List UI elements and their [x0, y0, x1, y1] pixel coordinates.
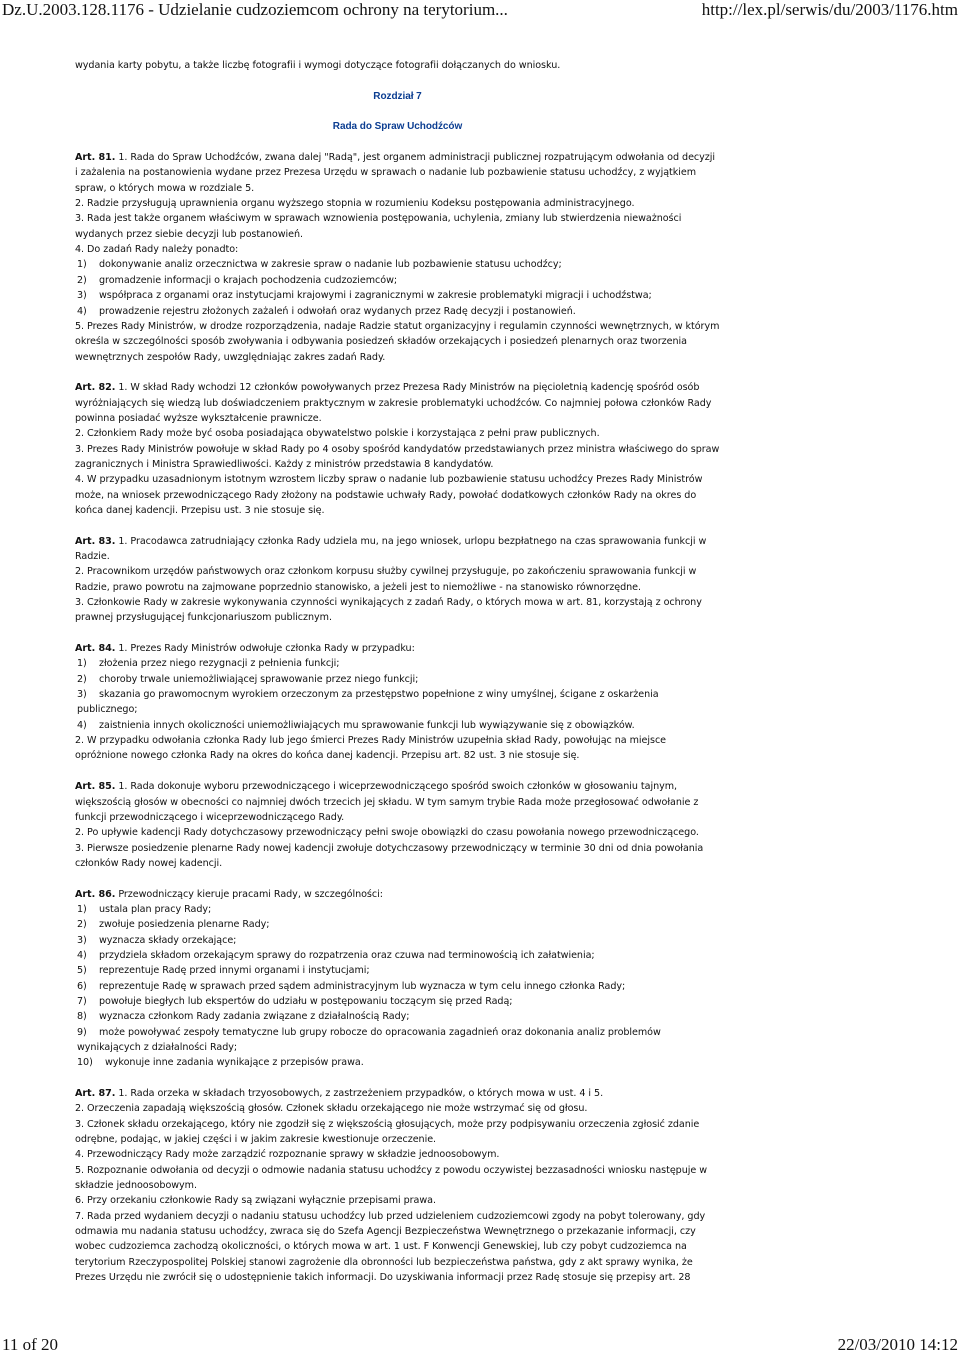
article-83-p1-text: 1. Pracodawca zatrudniający członka Rady udziela mu, na jego wniosek, urlopu bezpłatnego na czas sprawowania funkcji w Radzie.: [75, 535, 707, 562]
article-87-p2: 2. Orzeczenia zapadają większością głosów. Członek składu orzekającego nie może wstrzymać się od głosu.: [75, 1103, 588, 1115]
page-counter: 11 of 20: [2, 1335, 59, 1354]
article-82-p1: [75, 380, 720, 426]
article-82-p1-text: 1. W skład Rady wchodzi 12 członków powoływanych przez Prezesa Rady Ministrów na pięcioletnią kadencję spośród osób wyróżniających się wiedzą lub doświadczeniem praktycznym w zakresie problematyki uchodźców. Co najmniej połowa członków Rady powinna posiadać wyższe wykształcenie prawnicze.: [75, 382, 712, 424]
article-81-p2: 2. Radzie przysługują uprawnienia organu wyższego stopnia w rozumieniu Kodeksu postępowania administracyjnego.: [75, 198, 635, 210]
article-84-p2: 2. W przypadku odwołania członka Rady lub jego śmierci Prezes Rady Ministrów uzupełnia skład Rady, powołując na miejsce opróżnione nowego członka Rady na okres do końca danej kadencji. Przepisu art. 82 ust. 3 nie stosuje się.: [75, 735, 667, 762]
list-item: 2) gromadzenie informacji o krajach pochodzenia cudzoziemców;: [77, 274, 398, 286]
document-body: [75, 58, 720, 1286]
list-item: 3) wyznacza składy orzekające;: [77, 934, 237, 946]
article-85-p3: 3. Pierwsze posiedzenie plenarne Rady nowej kadencji zwołuje dotychczasowy przewodniczący w terminie 30 dni od dnia powołania członków Rady nowej kadencji.: [75, 842, 704, 869]
list-item: 1) złożenia przez niego rezygnacji z pełnienia funkcji;: [77, 658, 340, 670]
page-footer: [0, 1335, 960, 1357]
article-85-p1-text: 1. Rada dokonuje wyboru przewodniczącego i wiceprzewodniczącego spośród swoich członków w głosowaniu tajnym, większością głosów w obecności co najmniej dwóch trzecich jej składu. W tym samym trybie Rada może przegłosować odwołanie z funkcji przewodniczącego i wiceprzewodniczącego Rady.: [75, 781, 699, 823]
list-item: 2) zwołuje posiedzenia plenarne Rady;: [77, 919, 270, 931]
article-82-p3: 3. Prezes Rady Ministrów powołuje w skład Rady po 4 osoby spośród kandydatów przedstawianych przez ministra właściwego do spraw zagranicznych i Ministra Sprawiedliwości. Każdy z ministrów przedstawia 8 kandydatów.: [75, 443, 720, 470]
list-item: 7) powołuje biegłych lub ekspertów do udziału w postępowaniu toczącym się przed Radą;: [77, 995, 513, 1007]
article-83-p1: [75, 534, 720, 565]
article-82-heading: Art. 82.: [75, 382, 116, 394]
document-url[interactable]: http://lex.pl/serwis/du/2003/1176.htm: [701, 0, 958, 19]
list-item: 4) przydziela składom orzekającym sprawy do rozpatrzenia oraz czuwa nad terminowością ich załatwienia;: [77, 949, 595, 961]
list-item: 3) skazania go prawomocnym wyrokiem orzeczonym za przestępstwo popełnione z winy umyślnej, ścigane z oskarżenia publicznego;: [77, 689, 659, 716]
article-81-heading: Art. 81.: [75, 152, 116, 164]
article-87-p4: 4. Przewodniczący Rady może zarządzić rozpoznanie sprawy w składzie jednoosobowym.: [75, 1149, 500, 1161]
list-item: 6) reprezentuje Radę w sprawach przed sądem administracyjnym lub wyznacza w tym celu innego członka Rady;: [77, 980, 626, 992]
article-87-heading: Art. 87.: [75, 1088, 116, 1100]
print-datetime: 22/03/2010 14:12: [837, 1335, 958, 1354]
intro-text: wydania karty pobytu, a także liczbę fotografii i wymogi dotyczące fotografii dołączanych do wniosku.: [75, 60, 561, 71]
chapter-title: Rada do Spraw Uchodźców: [332, 121, 463, 133]
article-84-heading: Art. 84.: [75, 643, 116, 655]
article-83-heading: Art. 83.: [75, 535, 116, 547]
article-84-p1-text: 1. Prezes Rady Ministrów odwołuje członka Rady w przypadku:: [115, 643, 415, 655]
article-81-p4: 4. Do zadań Rady należy ponadto:: [75, 244, 239, 256]
list-item: 2) choroby trwale uniemożliwiającej sprawowanie przez niego funkcji;: [77, 673, 419, 685]
article-83-p2: 2. Pracownikom urzędów państwowych oraz członkom korpusu służby cywilnej przysługuje, po zakończeniu sprawowania funkcji w Radzie, prawo powrotu na zajmowane poprzednio stanowisko, a jeżeli jest to niemożliwe - na stanowisko równorzędne.: [75, 566, 697, 593]
document-title: Dz.U.2003.128.1176 - Udzielanie cudzoziemcom ochrony na terytorium...: [2, 0, 508, 19]
article-87-p7: 7. Rada przed wydaniem decyzji o nadaniu statusu uchodźcy lub przed udzieleniem cudzoziemcowi zgody na pobyt tolerowany, gdy odmawia mu nadania statusu uchodźcy, zwraca się do Szefa Agencji Bezpieczeństwa Wewnętrznego o przekazanie informacji, czy wobec cudzoziemca zachodzą okoliczności, o których mowa w art. 1 ust. F Konwencji Genewskiej, lub czy pobyt cudzoziemca na terytorium Rzeczypospolitej Polskiej stanowi zagrożenie dla obronności lub bezpieczeństwa państwa, gdy z akt sprawy wynika, że Prezes Urzędu nie zwrócił się o udostępnienie takich informacji. Do uzyskiwania informacji przez Radę stosuje się przepisy art. 28: [75, 1210, 706, 1284]
article-81-p5: 5. Prezes Rady Ministrów, w drodze rozporządzenia, nadaje Radzie statut organizacyjny i regulamin czynności wewnętrznych, w którym określa w szczególności sposób zwoływania i odbywania posiedzeń składów orzekających i posiedzeń plenarnych oraz tworzenia wewnętrznych zespołów Rady, uwzględniając zakres zadań Rady.: [75, 320, 720, 363]
article-83-p3: 3. Członkowie Rady w zakresie wykonywania czynności wynikających z zadań Rady, o których mowa w art. 81, korzystają z ochrony prawnej przysługującej funkcjonariuszom publicznym.: [75, 597, 702, 624]
article-87-p3: 3. Członek składu orzekającego, który nie zgodził się z większością głosujących, może przy podpisywaniu orzeczenia zgłosić zdanie odrębne, podając, w jakiej części i w jakim zakresie kwestionuje orzeczenie.: [75, 1118, 700, 1146]
article-87-p5: 5. Rozpoznanie odwołania od decyzji o odmowie nadania statusu uchodźcy z powodu oczywistej bezzasadności wniosku następuje w składzie jednoosobowym.: [75, 1164, 708, 1192]
list-item: 10) wykonuje inne zadania wynikające z przepisów prawa.: [77, 1057, 364, 1069]
article-86-p1-text: Przewodniczący kieruje pracami Rady, w szczególności:: [115, 888, 383, 900]
list-item: 8) wyznacza członkom Rady zadania związane z działalnością Rady;: [77, 1011, 410, 1023]
list-item: 9) może powoływać zespoły tematyczne lub grupy robocze do opracowania zagadnień oraz dokonania analiz problemów wynikających z działalności Rady;: [77, 1026, 661, 1053]
article-81-p1: [75, 150, 720, 196]
list-item: 3) współpraca z organami oraz instytucjami krajowymi i zagranicznymi w zakresie problematyki migracji i uchodźstwa;: [77, 290, 652, 302]
article-84-p1: [75, 641, 720, 656]
article-86-heading: Art. 86.: [75, 888, 116, 900]
article-82-p2: 2. Członkiem Rady może być osoba posiadająca obywatelstwo polskie i korzystająca z pełni praw publicznych.: [75, 428, 600, 440]
list-item: 5) reprezentuje Radę przed innymi organami i instytucjami;: [77, 965, 370, 977]
article-86: [75, 887, 720, 1071]
article-87-p1: [75, 1086, 720, 1101]
list-item: 1) ustala plan pracy Rady;: [77, 903, 212, 915]
article-84: [75, 641, 720, 764]
article-86-p1: [75, 887, 720, 902]
article-85-p2: 2. Po upływie kadencji Rady dotychczasowy przewodniczący pełni swoje obowiązki do czasu powołania nowego przewodniczącego.: [75, 827, 699, 839]
chapter-label: Rozdział 7: [373, 90, 422, 102]
article-85-heading: Art. 85.: [75, 781, 116, 793]
article-81-p1-text: 1. Rada do Spraw Uchodźców, zwana dalej "Radą", jest organem administracji publicznej rozpatrującym odwołania od decyzji i zażalenia na postanowienia wydane przez Prezesa Urzędu w sprawach o nadanie lub pozbawienie statusu uchodźcy, z wyjątkiem spraw, o których mowa w rozdziale 5.: [75, 152, 715, 194]
article-85-p1: [75, 779, 720, 825]
article-87-p6: 6. Przy orzekaniu członkowie Rady są związani wyłącznie przepisami prawa.: [75, 1195, 437, 1207]
list-item: 1) dokonywanie analiz orzecznictwa w zakresie spraw o nadanie lub pozbawienie statusu uchodźcy;: [77, 259, 562, 271]
article-81: [75, 150, 720, 365]
article-82-p4: 4. W przypadku uzasadnionym istotnym wzrostem liczby spraw o nadanie lub pozbawienie statusu uchodźcy Prezes Rady Ministrów może, na wniosek przewodniczącego Rady złożony na podstawie uchwały Rady, powołać dodatkowych członków Rady na okres do końca danej kadencji. Przepisu ust. 3 nie stosuje się.: [75, 474, 703, 516]
article-87: [75, 1086, 720, 1285]
article-81-p3: 3. Rada jest także organem właściwym w sprawach wznowienia postępowania, uchylenia, zmiany lub stwierdzenia nieważności wydanych przez siebie decyzji lub postanowień.: [75, 213, 682, 240]
article-82: [75, 380, 720, 518]
list-item: 4) zaistnienia innych okoliczności uniemożliwiających mu sprawowanie funkcji lub wywiązywanie się z obowiązków.: [77, 719, 635, 731]
article-83: [75, 534, 720, 626]
list-item: 4) prowadzenie rejestru złożonych zażaleń i odwołań oraz wydanych przez Radę decyzji i postanowień.: [77, 305, 576, 317]
article-87-p1-text: 1. Rada orzeka w składach trzyosobowych, z zastrzeżeniem przypadków, o których mowa w ust. 4 i 5.: [115, 1088, 604, 1100]
article-85: [75, 779, 720, 871]
page-header: [0, 0, 960, 22]
